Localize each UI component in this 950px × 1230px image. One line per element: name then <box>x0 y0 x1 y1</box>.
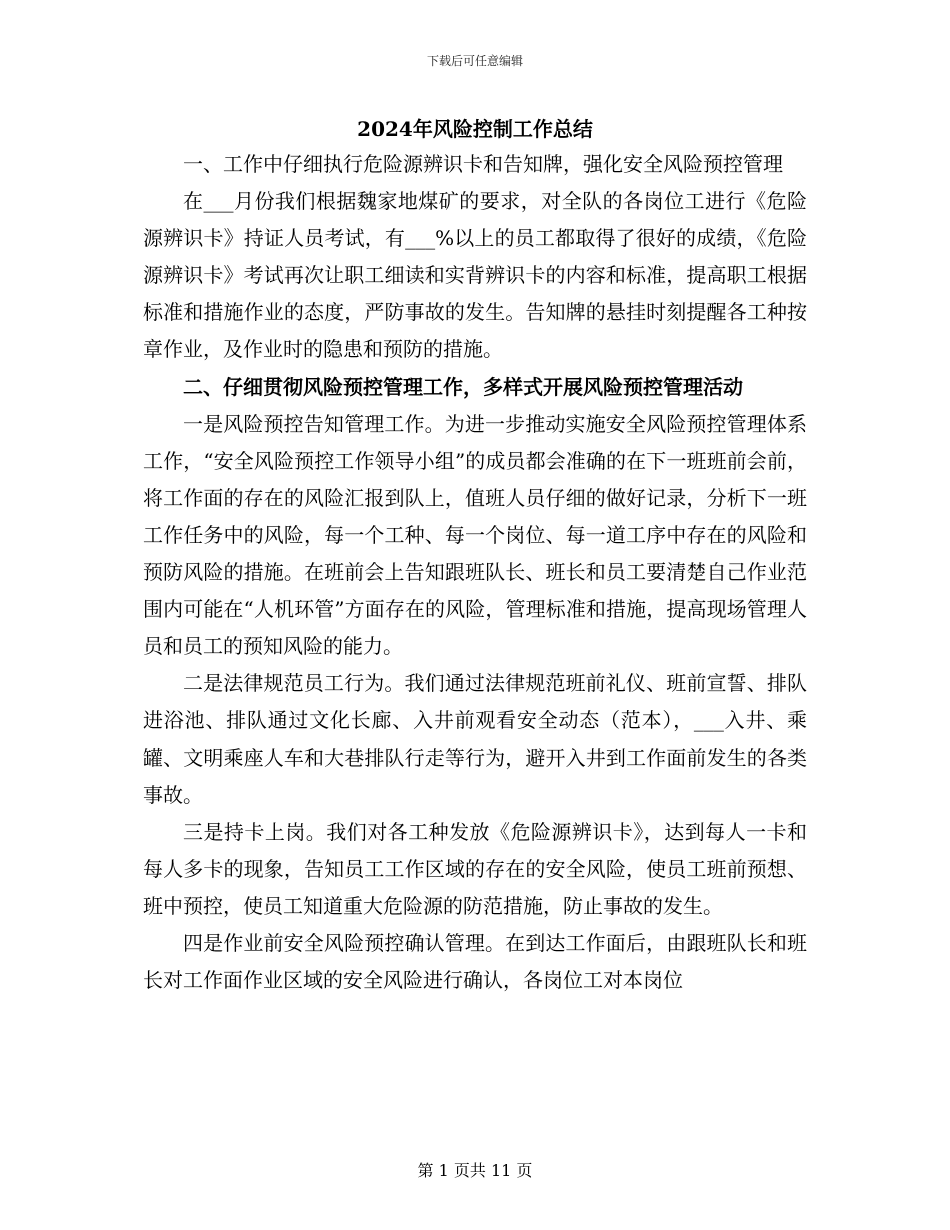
paragraph-behavior-regulation: 二是法律规范员工行为。我们通过法律规范班前礼仪、班前宣誓、排队进浴池、排队通过文化长廊、入井前观看安全动态（范本），___入井、乘罐、文明乘座人车和大巷排队行走等行为，避开入井到工作面前发生的各类事故。 <box>143 671 807 807</box>
document-title: 2024年风险控制工作总结 <box>357 117 593 141</box>
paragraph-card-holding: 三是持卡上岗。我们对各工种发放《危险源辨识卡》，达到每人一卡和每人多卡的现象，告知员工工作区域的存在的安全风险，使员工班前预想、班中预控，使员工知道重大危险源的防范措施，防止事故的发生。 <box>143 819 807 918</box>
paragraph-section-2-heading: 二、仔细贯彻风险预控管理工作，多样式开展风险预控管理活动 <box>183 374 743 399</box>
page-number-footer: 第 1 页共 11 页 <box>417 1161 533 1180</box>
document-body <box>143 146 807 999</box>
paragraph-exam-results: 在___月份我们根据魏家地煤矿的要求，对全队的各岗位工进行《危险源辨识卡》持证人员考试，有___%以上的员工都取得了很好的成绩，《危险源辨识卡》考试再次让职工细读和实背辨识卡的内容和标准，提高职工根据标准和措施作业的态度，严防事故的发生。告知牌的悬挂时刻提醒各工种按章作业，及作业时的隐患和预防的措施。 <box>143 189 807 362</box>
paragraph-pre-work-confirmation: 四是作业前安全风险预控确认管理。在到达工作面后，由跟班队长和班长对工作面作业区域的安全风险进行确认，各岗位工对本岗位 <box>143 930 807 993</box>
header-note: 下载后可任意编辑 <box>426 54 523 68</box>
paragraph-section-1-heading: 一、工作中仔细执行危险源辨识卡和告知牌，强化安全风险预控管理 <box>183 152 783 176</box>
paragraph-risk-notification: 一是风险预控告知管理工作。为进一步推动实施安全风险预控管理体系工作，“安全风险预控工作领导小组”的成员都会准确的在下一班班前会前，将工作面的存在的风险汇报到队上，值班人员仔细的做好记录，分析下一班工作任务中的风险，每一个工种、每一个岗位、每一道工序中存在的风险和预防风险的措施。在班前会上告知跟班队长、班长和员工要清楚自己作业范围内可能在“人机环管”方面存在的风险，管理标准和措施，提高现场管理人员和员工的预知风险的能力。 <box>143 411 807 659</box>
